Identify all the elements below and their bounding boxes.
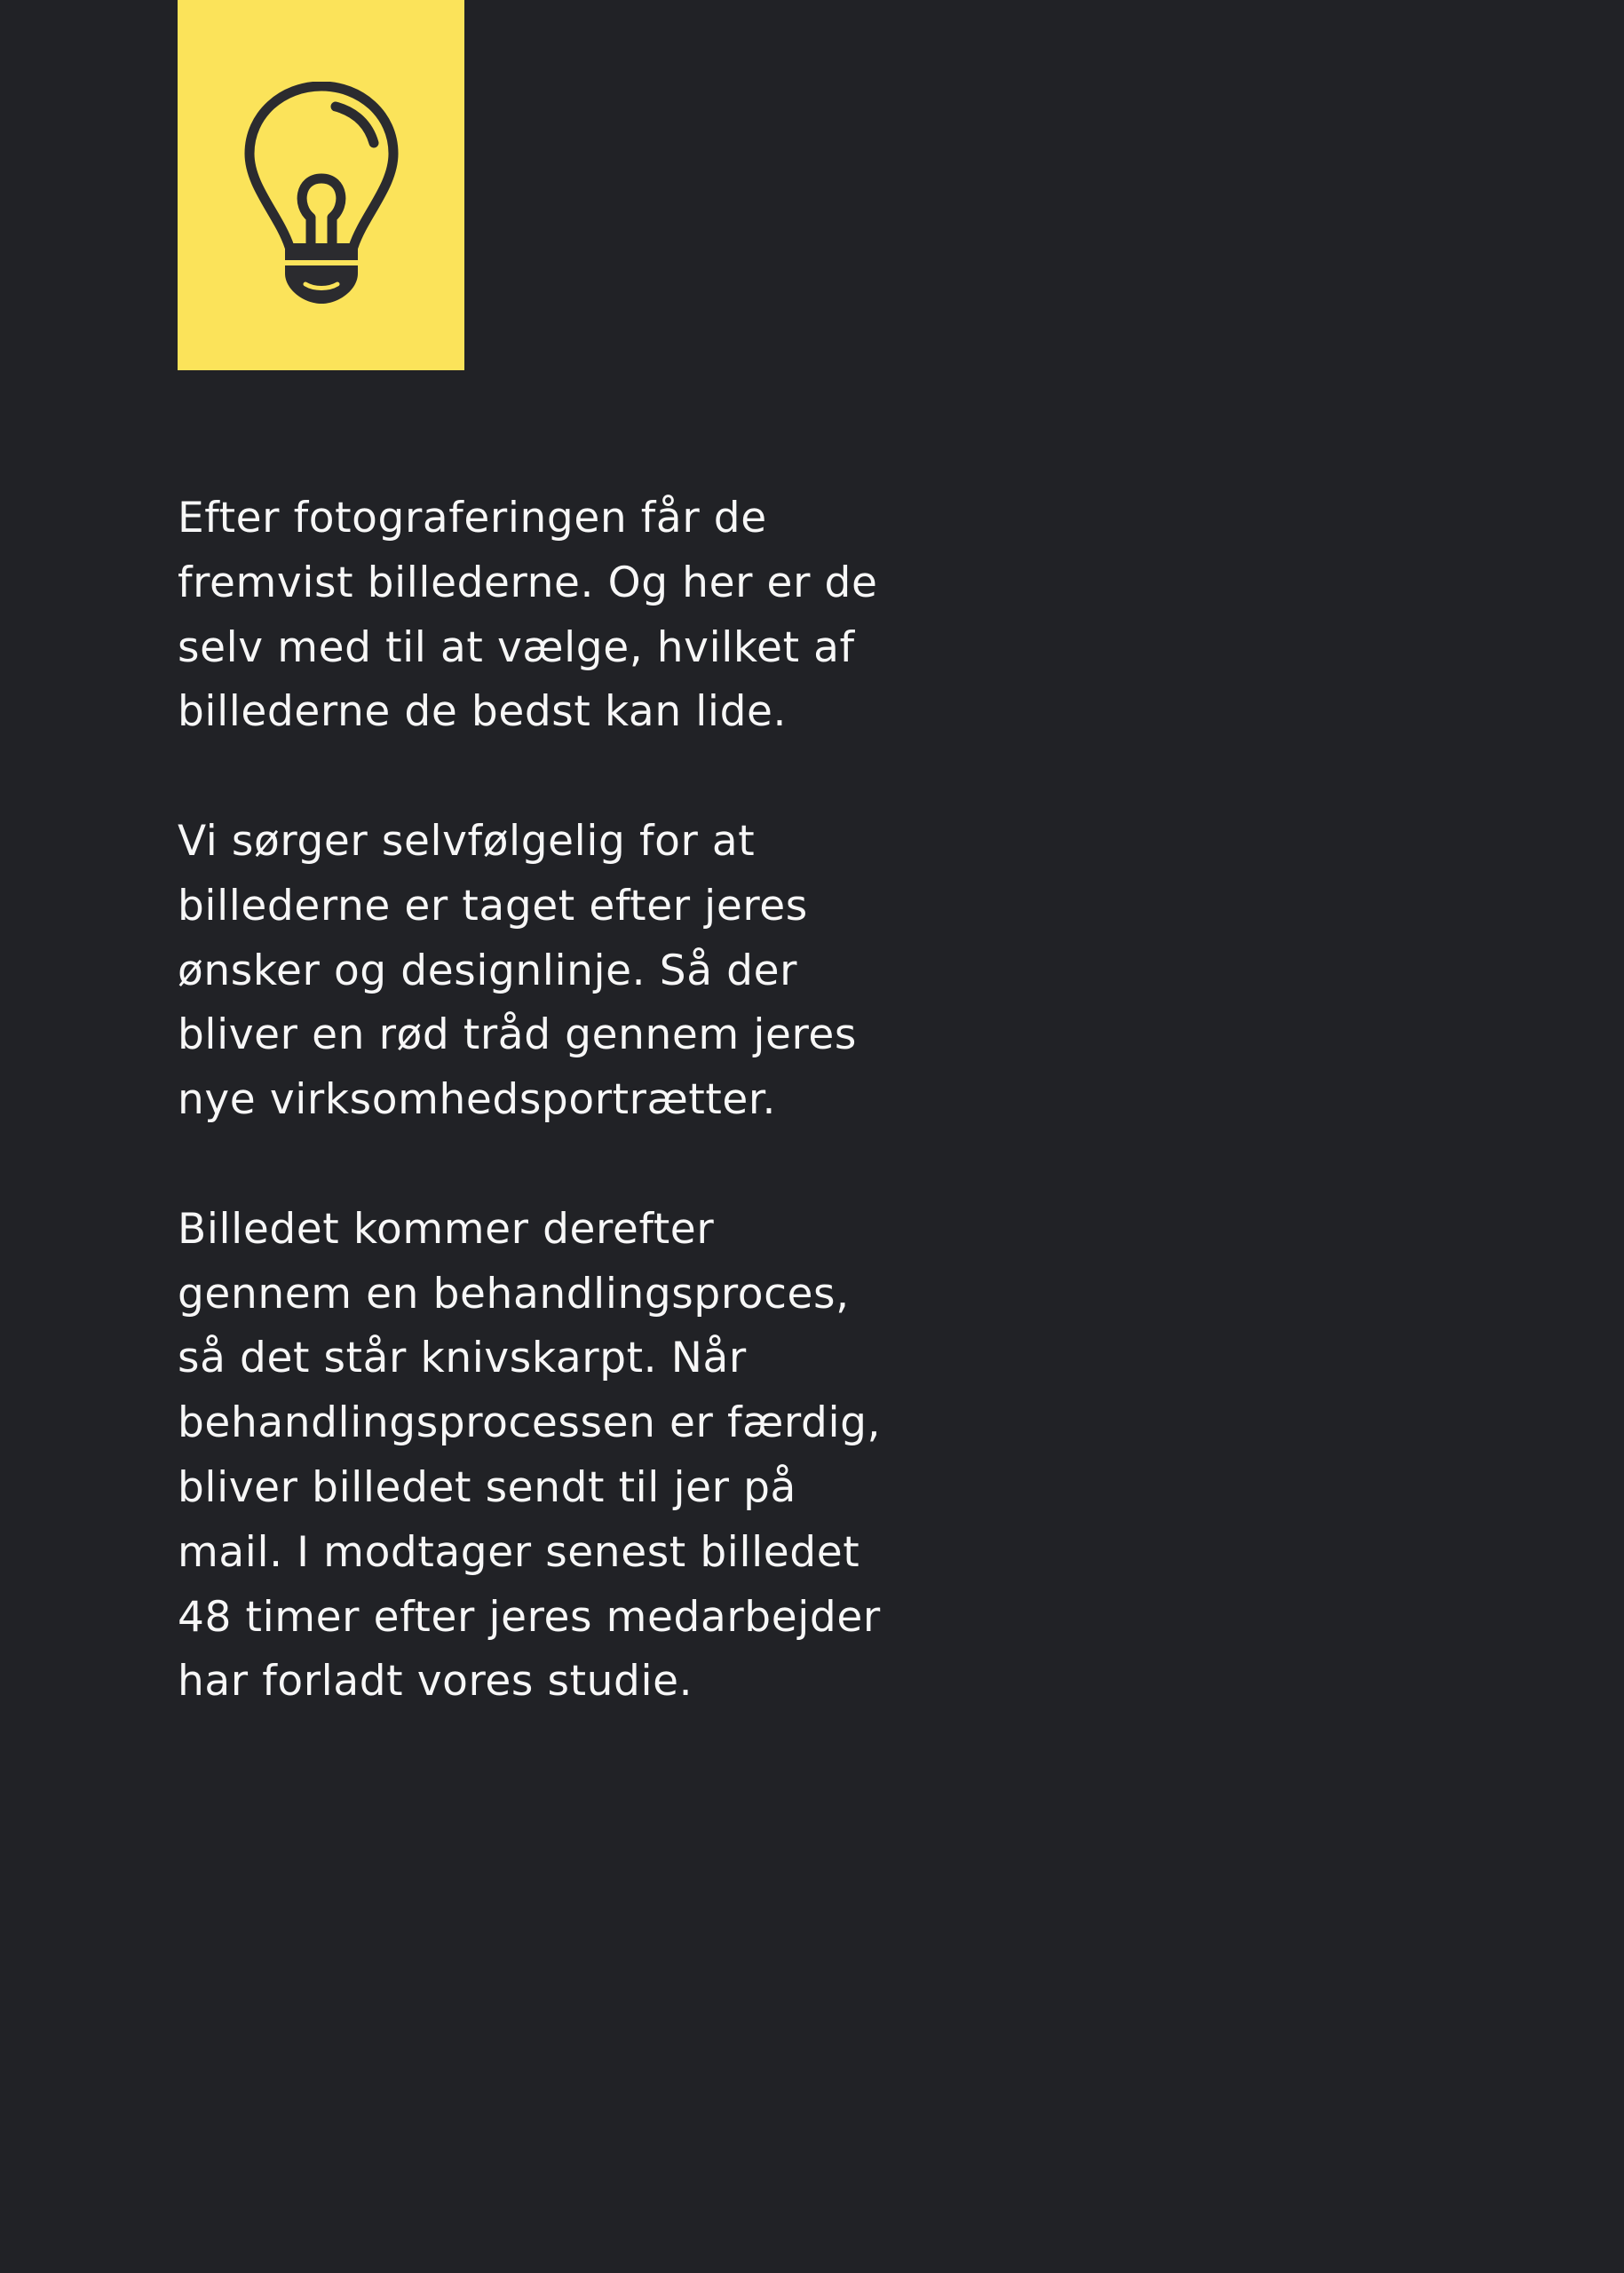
paragraph-line: 48 timer efter jeres medarbejder: [178, 1592, 881, 1642]
paragraph-line: bliver en rød tråd gennem jeres: [178, 1010, 858, 1060]
lightbulb-icon: [243, 82, 400, 307]
paragraph-line: Billedet kommer derefter: [178, 1204, 715, 1254]
paragraph-2: [178, 810, 977, 1133]
paragraph-line: mail. I modtager senest billedet: [178, 1527, 860, 1577]
body-text: [178, 487, 977, 1715]
paragraph-line: behandlingsprocessen er færdig,: [178, 1398, 882, 1448]
paragraph-1: [178, 487, 977, 745]
paragraph-line: selv med til at vælge, hvilket af: [178, 622, 855, 672]
paragraph-line: ønsker og designlinje. Så der: [178, 946, 798, 995]
paragraph-line: Vi sørger selvfølgelig for at: [178, 816, 756, 866]
lightbulb-badge: [178, 0, 464, 370]
paragraph-3: [178, 1198, 977, 1715]
paragraph-line: fremvist billederne. Og her er de: [178, 558, 878, 607]
paragraph-line: Efter fotograferingen får de: [178, 494, 767, 543]
paragraph-line: bliver billedet sendt til jer på: [178, 1462, 796, 1512]
paragraph-line: gennem en behandlingsproces,: [178, 1269, 850, 1319]
paragraph-line: så det står knivskarpt. Når: [178, 1334, 747, 1383]
paragraph-line: billederne de bedst kan lide.: [178, 687, 788, 737]
paragraph-line: billederne er taget efter jeres: [178, 881, 808, 931]
paragraph-line: har forladt vores studie.: [178, 1657, 693, 1707]
paragraph-line: nye virksomhedsportrætter.: [178, 1075, 777, 1125]
